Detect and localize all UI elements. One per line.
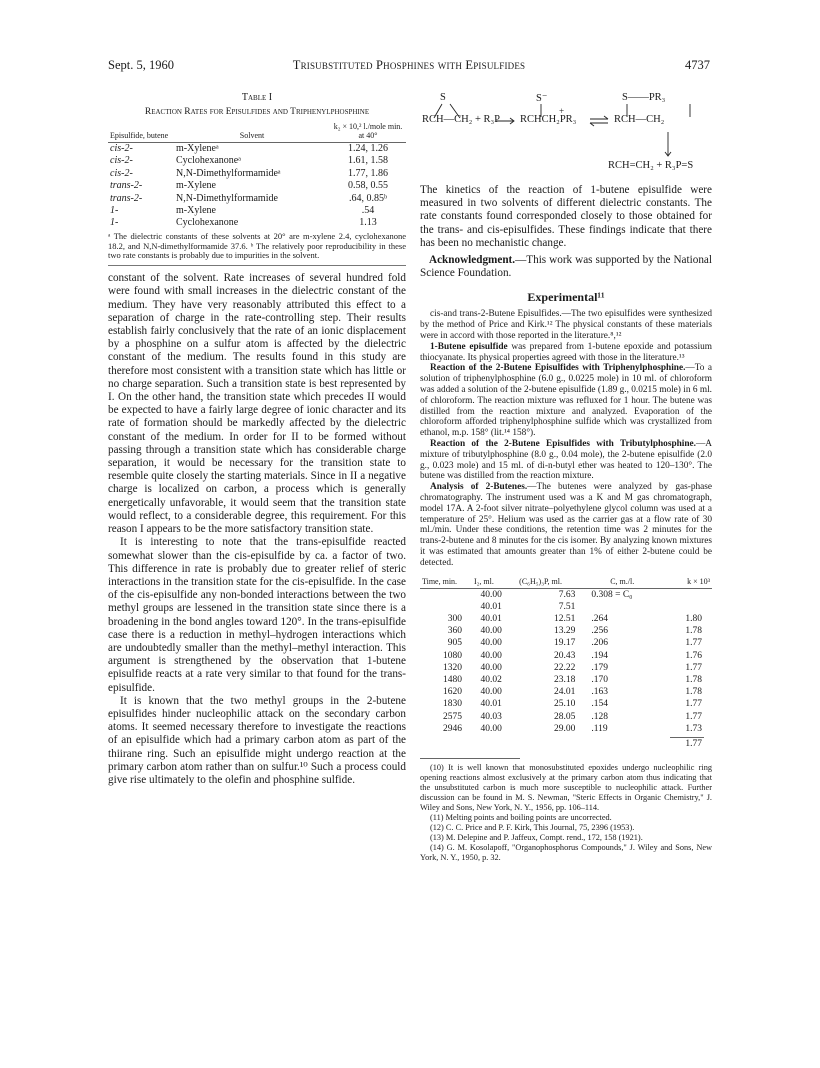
footnote: (10) It is well known that monosubstituted epoxides undergo nucleophilic ring opening reactions almost exclusively at the primary carbon atom thus indicating that the unsubstituted carbon is much more susceptible to nucleophilic attack. Further discussion can be found in M. S. Newman, "Steric Effects in Organic Chemistry," J. Wiley and Sons, New York, N. Y., 1956, pp. 106–114. xyxy=(420,762,712,812)
exp-paragraph xyxy=(420,342,712,364)
paragraph: It is known that the two methyl groups in the 2-butene episulfides hinder nucleophilic attack on the secondary carbon atoms. It seemed necessary therefore to investigate the reactions of an episulfide which had a primary carbon atom as part of the thiirane ring. Such an episulfide might undergo reaction at the primary carbon atom rather than on sulfur.¹⁰ Such a process could give rise ultimately to the olefin and phosphine sulfide. xyxy=(108,694,406,786)
iodine-cell: 40.00 xyxy=(480,638,502,649)
scheme-intermediate: RCHCH₂PR₃ xyxy=(520,114,577,125)
iodine-cell: 40.02 xyxy=(480,674,502,685)
rate-constant-cell: 1.77 xyxy=(685,638,702,649)
footnotes xyxy=(420,763,712,863)
episulfide-cell: cis-2- xyxy=(110,143,133,154)
footnote: (11) Melting points and boiling points are uncorrected. xyxy=(430,812,612,822)
phosphine-cell: 13.29 xyxy=(553,626,576,637)
iodine-cell: 40.01 xyxy=(480,601,502,612)
scheme-reactants: RCH—CH₂ + R₃P xyxy=(422,114,501,125)
episulfide-cell: cis-2- xyxy=(110,155,133,167)
paragraph: It is interesting to note that the trans-episulfide reacted somewhat slower than the cis-episulfide by ca. a factor of two. This difference in rate is probably due to greater relief of steric interactions in the transition state for the cis-episulfide. In the case of the cis-episulfide any non-bonded interactions between the two methyl groups are lessened in the transition state since there is a broadening in the bond angles toward 120°. In the trans-episulfide case there is a reduction in methyl–hydrogen interactions which are undoubtedly smaller than the methyl–methyl interaction. This argument is strengthened by the observation that 1-butene episulfide reacts at a rate very similar to that found for the trans-episulfide. xyxy=(108,536,406,694)
phosphine-cell: 19.17 xyxy=(553,638,576,649)
scheme-plus-charge: + xyxy=(559,106,565,116)
time-cell: 1320 xyxy=(443,662,462,673)
iodine-cell: 40.00 xyxy=(480,687,502,698)
episulfide-cell: cis-2- xyxy=(110,167,133,179)
experimental-text xyxy=(420,309,712,568)
iodine-cell: 40.00 xyxy=(480,650,502,661)
rate-constant-cell: 1.77 xyxy=(685,711,702,722)
left-body-text xyxy=(108,272,406,787)
kinetics-row xyxy=(420,698,712,710)
time-cell: 1480 xyxy=(443,674,462,685)
left-column xyxy=(108,92,406,787)
kinetics-col-concentration: C, m./l. xyxy=(577,577,667,589)
kinetics-row xyxy=(420,711,712,723)
iodine-cell: 40.03 xyxy=(480,711,502,722)
time-cell xyxy=(420,601,464,613)
solvent-cell: m-Xyleneᵃ xyxy=(176,143,219,154)
table-1-row xyxy=(108,155,406,167)
concentration-cell: .256 xyxy=(591,626,608,637)
header-title: Trisubstituted Phosphines with Episulfides xyxy=(292,58,526,72)
acknowledgment-text: —This work was supported by the National Science Foundation. xyxy=(420,254,713,280)
scheme-sulfur-anion: S⁻ xyxy=(536,93,548,104)
table-1-row xyxy=(108,143,406,156)
kinetics-col-time: Time, min. xyxy=(420,577,464,589)
concentration-cell xyxy=(577,601,667,613)
kinetics-row xyxy=(420,650,712,662)
kinetics-row xyxy=(420,674,712,686)
paragraph: constant of the solvent. Rate increases of several hundred fold were found with small increases in the dielectric constant of the medium. They have very reasonably attributed this effect to a separation of charge in the rate-controlling step. Their results establish fairly conclusively that the rate of an ionic displacement by a phosphine on a sulfur atom is affected by the dielectric constant of the medium. The results found in this study are therefore most consistent with a transition state which has little or no charge separation. Such a transition state is best represented by I. On the other hand, the transition state which precedes II would be expected to have a fairly large degree of ionic character and its rate of formation should be markedly affected by the dielectric constant of the medium. In order for II to be formed without passing through a transition state which has considerable charge separation, it would be necessary for the transition state to resemble quite closely the starting materials. Since in II a negative charge is localized on carbon, a process which is generally energetically unfavorable, it would seem that the transition state would reflect, to a considerable degree, this requirement. For this reason I appears to be the more satisfactory transition state. xyxy=(108,272,406,536)
concentration-cell: .163 xyxy=(591,687,608,698)
kinetics-col-phosphine: (C₆H₅)₃P, ml. xyxy=(504,577,578,589)
exp-text: —To a solution of triphenylphosphine (6.0 g., 0.0225 mole) in 10 ml. of chloroform was added a solution of the 2-butene episulfide (1.89 g., 0.0215 mole) in 6 ml. of chloroform. The reaction mixture was refluxed for 1 hour. The butene was distilled from the reaction mixture and analyzed. Evaporation of the chloroform afforded triphenylphosphine sulfide which was crystallized from ethanol, m.p. 158° (lit.¹⁴ 158°). xyxy=(420,363,712,439)
time-cell: 300 xyxy=(447,613,462,624)
rate-constant-cell: 1.78 xyxy=(685,687,702,698)
table-1-col-solvent: Solvent xyxy=(174,122,330,143)
rate-constant-cell: 1.80 xyxy=(685,613,702,624)
concentration-cell: .119 xyxy=(591,723,608,734)
kinetics-row xyxy=(420,662,712,674)
kinetics-average: 1.77 xyxy=(685,738,702,749)
solvent-cell: m-Xylene xyxy=(176,205,216,217)
page-number: 4737 xyxy=(685,58,710,72)
phosphine-cell: 7.51 xyxy=(558,601,576,612)
exp-paragraph xyxy=(420,482,712,568)
concentration-cell: .170 xyxy=(591,674,608,685)
table-1-caption: Reaction Rates for Episulfides and Triphenylphosphine xyxy=(144,107,370,117)
rate-cell: 1.77, 1.86 xyxy=(348,167,388,179)
running-header xyxy=(108,58,710,76)
right-column xyxy=(420,92,712,863)
rate-constant-cell: 1.76 xyxy=(685,650,702,661)
footnote: (13) M. Delepine and P. Jaffeux, Compt. rend., 172, 158 (1921). xyxy=(430,832,643,842)
rate-cell: .54 xyxy=(361,205,375,217)
time-cell: 2946 xyxy=(443,723,462,734)
phosphine-cell: 7.63 xyxy=(558,589,576,600)
iodine-cell: 40.01 xyxy=(480,699,502,710)
table-1-row xyxy=(108,205,406,217)
rate-constant-cell: 1.77 xyxy=(685,699,702,710)
table-1-row xyxy=(108,168,406,180)
table-1-row xyxy=(108,180,406,192)
reaction-scheme-bonds xyxy=(420,92,712,208)
table-1-row xyxy=(108,193,406,205)
scheme-final-products: RCH=CH₂ + R₃P=S xyxy=(608,160,694,171)
exp-subheading: Reaction of the 2-Butene Episulfides with Tributylphosphine. xyxy=(430,438,696,449)
rate-cell: 0.58, 0.55 xyxy=(348,180,388,192)
paragraph: The kinetics of the reaction of 1-butene episulfide were measured in two solvents of different dielectric constants. The rate constants found corresponded closely to those obtained for the trans- and cis-episulfides. These findings indicate that there has been no mechanistic change. xyxy=(420,184,712,249)
exp-paragraph xyxy=(420,309,712,341)
solvent-cell: Cyclohexanoneᵃ xyxy=(176,155,241,167)
exp-text: was prepared from 1-butene epoxide and potassium thiocyanate. Its physical properties agreed with those in the literature.¹³ xyxy=(420,341,713,363)
solvent-cell: N,N-Dimethylformamideᵃ xyxy=(176,167,281,179)
phosphine-cell: 22.22 xyxy=(553,662,576,673)
time-cell: 1620 xyxy=(443,687,462,698)
rate-constant-cell xyxy=(667,588,712,601)
exp-subheading: Reaction of the 2-Butene Episulfides with Triphenylphosphine. xyxy=(430,363,686,374)
time-cell: 1080 xyxy=(443,650,462,661)
concentration-cell: .206 xyxy=(591,638,608,649)
rate-cell: 1.24, 1.26 xyxy=(348,143,388,154)
phosphine-cell: 23.18 xyxy=(553,674,576,685)
time-cell: 360 xyxy=(447,626,462,637)
scheme-sulfur-phosphorus: S——PR₃ xyxy=(622,92,666,103)
kinetics-row xyxy=(420,723,712,735)
table-1-col-rate: k₂ × 10,² l./mole min. at 40° xyxy=(330,122,406,143)
exp-paragraph xyxy=(420,363,712,439)
iodine-cell: 40.00 xyxy=(480,589,502,600)
concentration-cell: .154 xyxy=(591,699,608,710)
footnote: (14) G. M. Kosolapoff, "Organophosphorus Compounds," J. Wiley and Sons, New York, N. Y., 1950, p. 32. xyxy=(420,842,712,862)
iodine-cell: 40.00 xyxy=(480,626,502,637)
kinetics-row xyxy=(420,686,712,698)
footnote-rule xyxy=(420,758,520,759)
concentration-cell: .194 xyxy=(591,650,608,661)
phosphine-cell: 25.10 xyxy=(553,699,576,710)
iodine-cell: 40.00 xyxy=(480,662,502,673)
kinetics-row xyxy=(420,588,712,601)
rate-constant-cell: 1.77 xyxy=(685,662,702,673)
table-1-title: Table I xyxy=(241,92,273,103)
concentration-cell: .128 xyxy=(591,711,608,722)
phosphine-cell: 29.00 xyxy=(553,723,576,734)
episulfide-cell: trans-2- xyxy=(110,192,143,204)
phosphine-cell: 28.05 xyxy=(553,711,576,722)
kinetics-row xyxy=(420,613,712,625)
rate-constant-cell xyxy=(667,601,712,613)
exp-subheading: 1-Butene episulfide xyxy=(430,341,508,352)
rate-cell: .64, 0.85ᵇ xyxy=(348,192,388,204)
table-1-row xyxy=(108,217,406,229)
acknowledgment xyxy=(420,254,712,280)
concentration-cell: .264 xyxy=(591,613,608,624)
solvent-cell: Cyclohexanone xyxy=(176,217,239,229)
header-date: Sept. 5, 1960 xyxy=(108,58,174,72)
scheme-sulfur-1: S xyxy=(440,92,446,103)
scheme-ring-product: RCH—CH₂ xyxy=(614,114,665,125)
solvent-cell: N,N-Dimethylformamide xyxy=(176,192,278,204)
time-cell: 1830 xyxy=(443,699,462,710)
exp-subheading: Analysis of 2-Butenes. xyxy=(430,482,528,493)
exp-text: cis-and trans-2-Butene Episulfides.—The two episulfides were synthesized by the method of Price and Kirk.¹² The physical constants of these materials were in accord with those reported in the literature.⁸,¹² xyxy=(420,309,712,342)
exp-paragraph xyxy=(420,439,712,482)
time-cell: 905 xyxy=(447,638,462,649)
table-1-header-row xyxy=(108,122,406,143)
phosphine-cell: 20.43 xyxy=(553,650,576,661)
exp-text: —The butenes were analyzed by gas-phase chromatography. The instrument used was a K and M gas chromatograph, model 17A. A 2-foot silver nitrate–polyethylene glycol column was used at a temperature of 25°. Helium was used as the carrier gas at a flow rate of 30 ml./min. Under these conditions, the retention time was 2 minutes for the trans-2-butene and 8 minutes for the cis isomer. By analyzing known mixtures it was estimated that amounts greater than 1% of either 2-butene could be detected. xyxy=(420,482,712,568)
phosphine-cell: 12.51 xyxy=(553,613,576,624)
footnote: (12) C. C. Price and P. F. Kirk, This Journal, 75, 2396 (1953). xyxy=(430,822,635,832)
kinetics-table xyxy=(420,577,712,735)
rate-cell: 1.61, 1.58 xyxy=(348,155,388,167)
table-1 xyxy=(108,122,406,230)
kinetics-col-rate: k × 10³ xyxy=(667,577,712,589)
rate-constant-cell: 1.73 xyxy=(685,723,702,734)
kinetics-row xyxy=(420,625,712,637)
concentration-cell: 0.308 = C₀ xyxy=(591,589,633,600)
episulfide-cell: 1- xyxy=(110,217,119,229)
solvent-cell: m-Xylene xyxy=(176,180,216,192)
kinetics-table-header xyxy=(420,577,712,589)
exp-text: —A mixture of tributylphosphine (8.0 g., 0.04 mole), the 2-butene episulfide (2.0 g., 0.023 mole) and 15 ml. of di-n-butyl ether was heated to 120–130°. The butene was distilled from the reaction mixture. xyxy=(420,438,712,482)
table-1-note: ᵃ The dielectric constants of these solvents at 20° are m-xylene 2.4, cyclohexanone 18.2, and N,N-dimethylformamide 37.6. ᵇ The relatively poor reproducibility in these two rate constants is probably due to impurities in the solvent. xyxy=(108,230,406,261)
episulfide-cell: trans-2- xyxy=(110,180,143,192)
time-cell: 2575 xyxy=(443,711,462,722)
phosphine-cell: 24.01 xyxy=(553,687,576,698)
acknowledgment-label: Acknowledgment. xyxy=(428,254,516,267)
concentration-cell: .179 xyxy=(591,662,608,673)
rate-constant-cell: 1.78 xyxy=(685,674,702,685)
rate-constant-cell: 1.78 xyxy=(685,626,702,637)
reaction-scheme xyxy=(420,92,712,208)
kinetics-row xyxy=(420,637,712,649)
rate-cell: 1.13 xyxy=(359,217,377,229)
kinetics-row xyxy=(420,601,712,613)
iodine-cell: 40.00 xyxy=(480,723,502,734)
iodine-cell: 40.01 xyxy=(480,613,502,624)
time-cell xyxy=(420,588,464,601)
table-1-col-episulfide: Episulfide, butene xyxy=(108,122,174,143)
kinetics-col-iodine: I₂, ml. xyxy=(464,577,504,589)
experimental-heading: Experimental¹¹ xyxy=(527,290,605,305)
table-1-bottom-rule xyxy=(108,265,406,266)
episulfide-cell: 1- xyxy=(110,205,119,217)
